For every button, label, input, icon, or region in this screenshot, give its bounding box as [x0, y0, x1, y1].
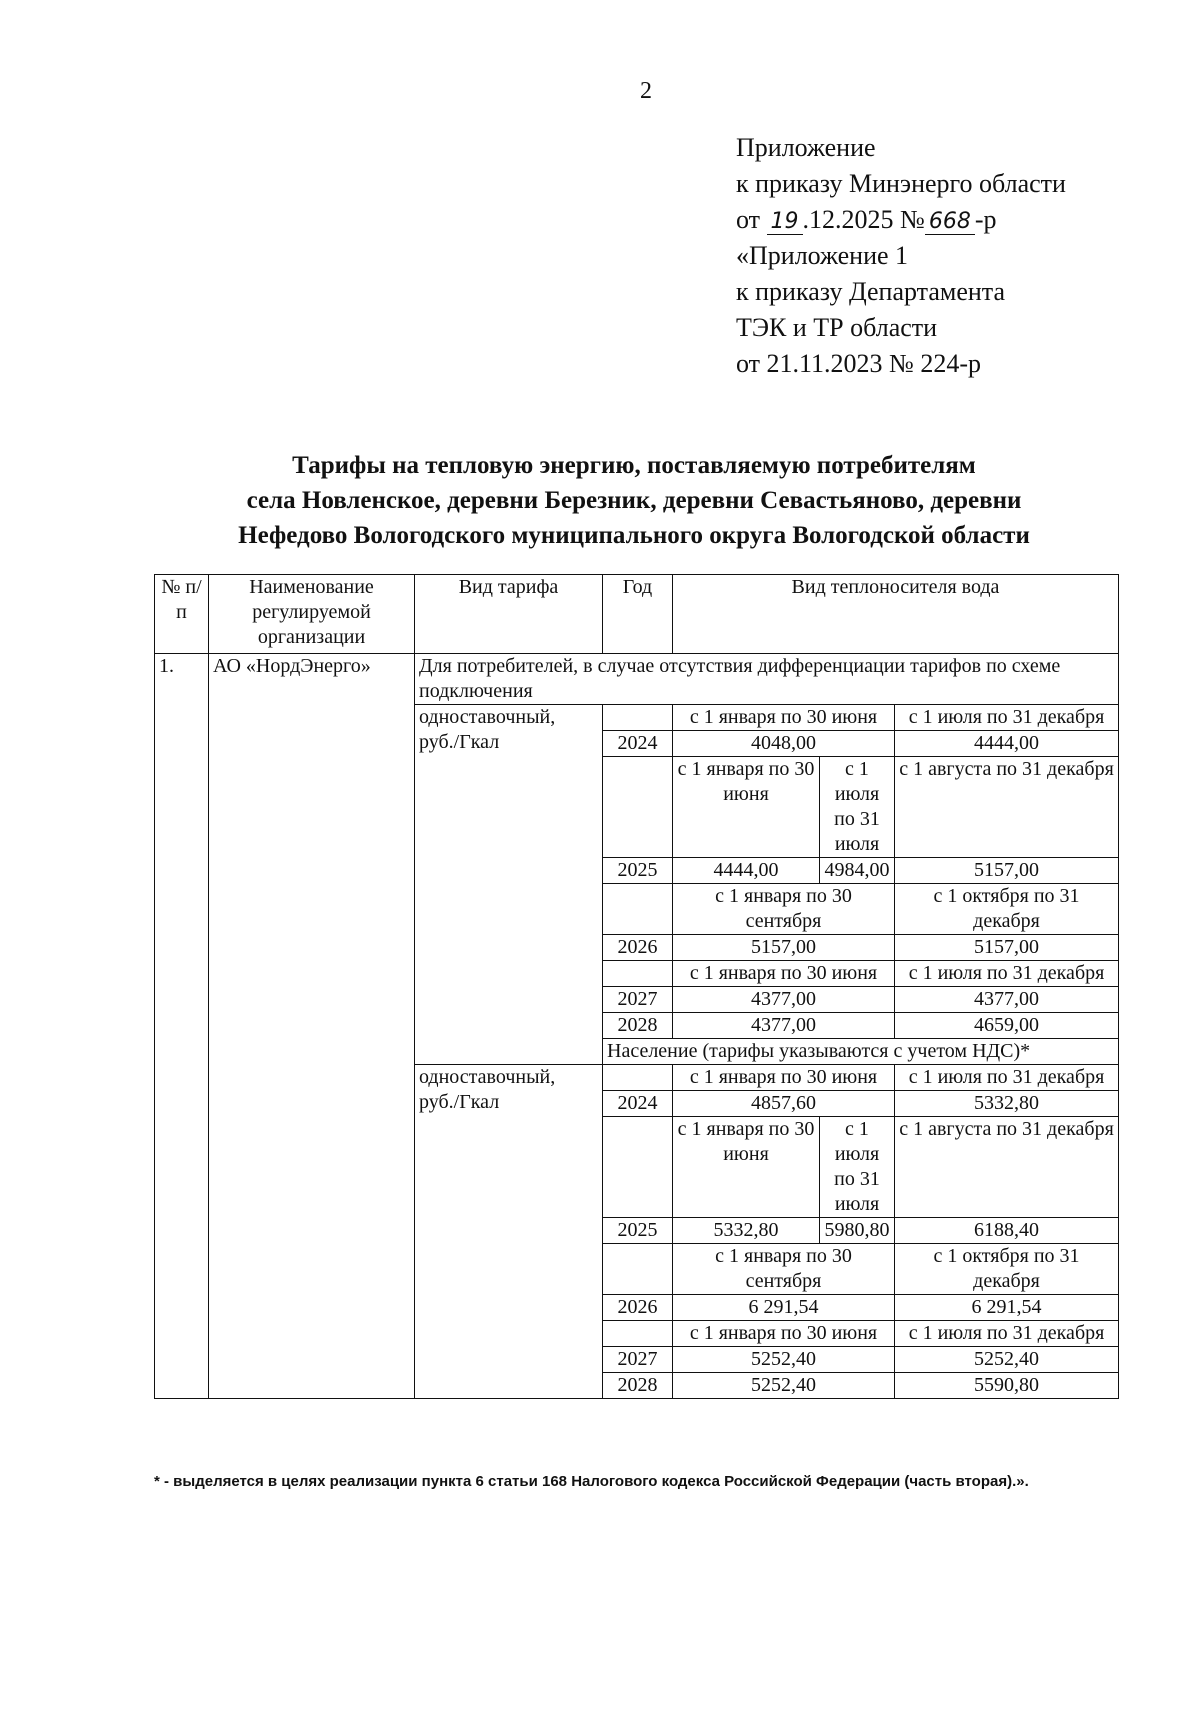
row-number: 1.	[155, 654, 209, 1399]
table-header-row	[155, 575, 1119, 654]
year-cell	[603, 1065, 673, 1091]
period-cell: с 1 января по 30 июня	[673, 757, 820, 858]
period-cell: с 1 января по 30 июня	[673, 1321, 895, 1347]
value-cell: 4377,00	[673, 987, 895, 1013]
year-cell: 2025	[603, 858, 673, 884]
year-cell	[603, 884, 673, 935]
appendix-from: от	[736, 205, 761, 234]
period-cell: с 1 июля по 31 июля	[820, 757, 895, 858]
value-cell: 4377,00	[673, 1013, 895, 1039]
appendix-line: к приказу Минэнерго области	[736, 169, 1066, 198]
page-number: 2	[640, 78, 652, 104]
year-cell: 2028	[603, 1013, 673, 1039]
value-cell: 5332,80	[673, 1218, 820, 1244]
period-cell: с 1 января по 30 июня	[673, 1065, 895, 1091]
appendix-suffix: -р	[974, 205, 997, 234]
value-cell: 5980,80	[820, 1218, 895, 1244]
period-cell: с 1 июля по 31 декабря	[895, 1065, 1119, 1091]
period-cell: с 1 августа по 31 декабря	[895, 757, 1119, 858]
period-cell: с 1 июля по 31 декабря	[895, 961, 1119, 987]
value-cell: 4659,00	[895, 1013, 1119, 1039]
year-cell: 2026	[603, 1295, 673, 1321]
year-cell: 2026	[603, 935, 673, 961]
appendix-block	[736, 130, 1066, 382]
period-cell: с 1 июля по 31 декабря	[895, 705, 1119, 731]
value-cell: 6188,40	[895, 1218, 1119, 1244]
value-cell: 4857,60	[673, 1091, 895, 1117]
year-cell	[603, 1117, 673, 1218]
table-row	[155, 654, 1119, 705]
section-heading: Население (тарифы указываются с учетом НДС)*	[603, 1039, 1119, 1065]
period-cell: с 1 января по 30 сентября	[673, 884, 895, 935]
appendix-line: Приложение	[736, 133, 876, 162]
appendix-line: от 21.11.2023 № 224-р	[736, 349, 982, 378]
header-tariff-type: Вид тарифа	[415, 575, 603, 654]
title-line: села Новленское, деревни Березник, деревни Севастьяново, деревни	[246, 487, 1022, 514]
value-cell: 4377,00	[895, 987, 1119, 1013]
value-cell: 6 291,54	[895, 1295, 1119, 1321]
period-cell: с 1 июля по 31 декабря	[895, 1321, 1119, 1347]
year-cell	[603, 1244, 673, 1295]
period-cell: с 1 октября по 31 декабря	[895, 1244, 1119, 1295]
header-year: Год	[603, 575, 673, 654]
value-cell: 5252,40	[673, 1347, 895, 1373]
year-cell	[603, 1321, 673, 1347]
value-cell: 4048,00	[673, 731, 895, 757]
period-cell: с 1 января по 30 сентября	[673, 1244, 895, 1295]
footnote: * - выделяется в целях реализации пункта 6 статьи 168 Налогового кодекса Российской Федерации (часть вторая).».	[154, 1473, 1029, 1490]
section-heading: Для потребителей, в случае отсутствия дифференциации тарифов по схеме подключения	[415, 654, 1119, 705]
value-cell: 5590,80	[895, 1373, 1119, 1399]
value-cell: 5157,00	[895, 858, 1119, 884]
handwritten-order-number: 668	[925, 210, 975, 235]
value-cell: 4444,00	[673, 858, 820, 884]
value-cell: 5157,00	[895, 935, 1119, 961]
tariff-type: одноставочный, руб./Гкал	[415, 705, 603, 1065]
appendix-order-date-line	[736, 202, 1066, 238]
value-cell: 5252,40	[673, 1373, 895, 1399]
period-cell: с 1 января по 30 июня	[673, 961, 895, 987]
header-org: Наименование регулируемой организации	[209, 575, 415, 654]
period-cell: с 1 октября по 31 декабря	[895, 884, 1119, 935]
year-cell: 2027	[603, 987, 673, 1013]
year-cell	[603, 705, 673, 731]
handwritten-day: 19	[767, 210, 803, 235]
org-name: АО «НордЭнерго»	[209, 654, 415, 1399]
appendix-line: к приказу Департамента	[736, 277, 1006, 306]
title-line: Нефедово Вологодского муниципального округа Вологодской области	[238, 522, 1030, 549]
value-cell: 4444,00	[895, 731, 1119, 757]
period-cell: с 1 июля по 31 июля	[820, 1117, 895, 1218]
year-cell	[603, 961, 673, 987]
year-cell: 2027	[603, 1347, 673, 1373]
title-line: Тарифы на тепловую энергию, поставляемую потребителям	[292, 452, 976, 479]
appendix-line: ТЭК и ТР области	[736, 313, 938, 342]
header-carrier: Вид теплоносителя вода	[673, 575, 1119, 654]
document-title	[150, 448, 1118, 553]
value-cell: 5332,80	[895, 1091, 1119, 1117]
value-cell: 6 291,54	[673, 1295, 895, 1321]
tariff-type: одноставочный, руб./Гкал	[415, 1065, 603, 1399]
tariff-table	[154, 574, 1119, 1399]
year-cell: 2028	[603, 1373, 673, 1399]
year-cell	[603, 757, 673, 858]
year-cell: 2024	[603, 1091, 673, 1117]
year-cell: 2025	[603, 1218, 673, 1244]
value-cell: 5252,40	[895, 1347, 1119, 1373]
period-cell: с 1 января по 30 июня	[673, 705, 895, 731]
period-cell: с 1 августа по 31 декабря	[895, 1117, 1119, 1218]
year-cell: 2024	[603, 731, 673, 757]
value-cell: 4984,00	[820, 858, 895, 884]
appendix-line: «Приложение 1	[736, 241, 909, 270]
appendix-date-mid: .12.2025 №	[802, 205, 925, 234]
period-cell: с 1 января по 30 июня	[673, 1117, 820, 1218]
header-num: № п/п	[155, 575, 209, 654]
value-cell: 5157,00	[673, 935, 895, 961]
